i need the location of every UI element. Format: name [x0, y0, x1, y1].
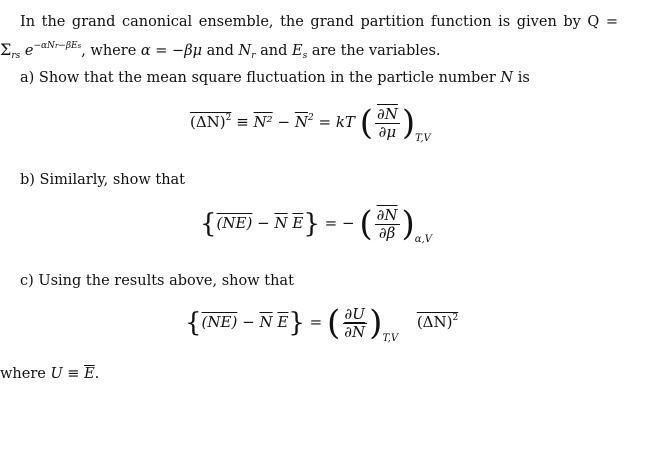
eq-a-fraction — [375, 106, 400, 141]
intro-line1-text: In the grand canonical ensemble, the grand partition function is given by — [20, 14, 581, 30]
partition-symbol: Q — [587, 14, 600, 30]
eq-c-fraction — [342, 306, 367, 341]
var-E-sub: s — [302, 51, 308, 61]
eq-b-E: $\overline{E}$ — [292, 214, 304, 232]
part-a-var: N — [500, 70, 514, 86]
eq-c-E: $\overline{E}$ — [277, 313, 289, 331]
eq-b-lparen: ( — [359, 204, 373, 244]
and-2: and — [260, 43, 288, 59]
exp-part-1: −αNr−βEs — [33, 41, 82, 51]
eq-b-N: $\overline{N}$ — [274, 214, 288, 232]
sum-symbol: Σ — [0, 40, 12, 59]
eq-a-N2: N² — [253, 113, 273, 131]
intro-line1-eq: = — [605, 14, 618, 30]
eq-b-rparen: ) — [401, 204, 415, 244]
eq-a-Nbar: $\overline{N}^2$ — [294, 113, 314, 131]
eq-a-lparen: ( — [359, 103, 373, 143]
eq-c-rparen: ) — [369, 303, 383, 343]
eq-c-eq: = — [309, 313, 323, 331]
eq-b-minus: − — [257, 214, 270, 232]
eq-a-minus: − — [277, 113, 291, 131]
sum-subscript: rs — [11, 51, 21, 61]
eq-a-equiv: ≡ — [236, 113, 249, 131]
eq-a-rparen: ) — [401, 103, 416, 143]
intro-line-2 — [0, 37, 441, 65]
part-a-text: a) Show that the mean square fluctuation in the particle number N is — [20, 70, 530, 86]
eq-c-lparen: ( — [327, 303, 341, 343]
eq-a-den: ∂μ — [378, 122, 397, 141]
part-c-text: c) Using the results above, show that — [20, 273, 294, 289]
eq-c-rbrace: } — [288, 308, 305, 338]
alpha-def: α = −βμ — [140, 43, 203, 59]
eq-a-eq: = — [318, 113, 332, 131]
eq-c-lbrace: { — [185, 308, 202, 338]
eq-b-rbrace: } — [303, 209, 320, 239]
equation-b — [200, 204, 432, 245]
footer-where: where — [0, 366, 46, 382]
part-b-text: b) Similarly, show that — [20, 172, 186, 188]
eq-c-NE: (NE) — [201, 313, 238, 331]
var-N: N — [238, 43, 252, 59]
eq-c-N: $\overline{N}$ — [259, 313, 273, 331]
footer-period: . — [94, 366, 100, 382]
where-text: , where — [81, 43, 137, 59]
eq-c-rhs: $(\Delta N)^2$ — [416, 313, 459, 331]
eq-a-kT: kT — [335, 113, 355, 131]
part-a-tail: is — [517, 70, 530, 86]
footer-line — [0, 365, 99, 383]
footer-U: U — [50, 366, 63, 382]
var-E: E — [291, 43, 303, 59]
eq-b-num: ∂N — [376, 205, 398, 224]
footer-E: $\overline{E}$ — [84, 366, 95, 382]
eq-b-den: ∂β — [378, 223, 396, 242]
eq-c-den: ∂N — [344, 322, 366, 341]
eq-b-eq: = − — [324, 214, 355, 232]
eq-c-minus: − — [242, 313, 255, 331]
eq-b-subs: α,V — [414, 234, 432, 245]
equation-c — [185, 303, 458, 344]
eq-b-NE: (NE) — [216, 214, 253, 232]
footer-equiv: ≡ — [67, 366, 80, 382]
eq-a-subs: T,V — [415, 133, 431, 144]
intro-tail: are the variables. — [311, 43, 441, 59]
eq-b-lbrace: { — [200, 209, 217, 239]
equation-a — [190, 103, 431, 144]
exp-base: e — [24, 43, 34, 59]
and-1: and — [206, 43, 234, 59]
eq-a-lhs: $(\Delta N)^2$ — [190, 113, 232, 131]
eq-c-num: ∂U — [344, 304, 365, 323]
var-N-sub: r — [251, 51, 256, 61]
eq-a-num: ∂N — [376, 104, 398, 123]
eq-c-subs: T,V — [382, 333, 399, 344]
intro-line-1 — [20, 13, 618, 31]
eq-b-fraction — [375, 207, 400, 242]
